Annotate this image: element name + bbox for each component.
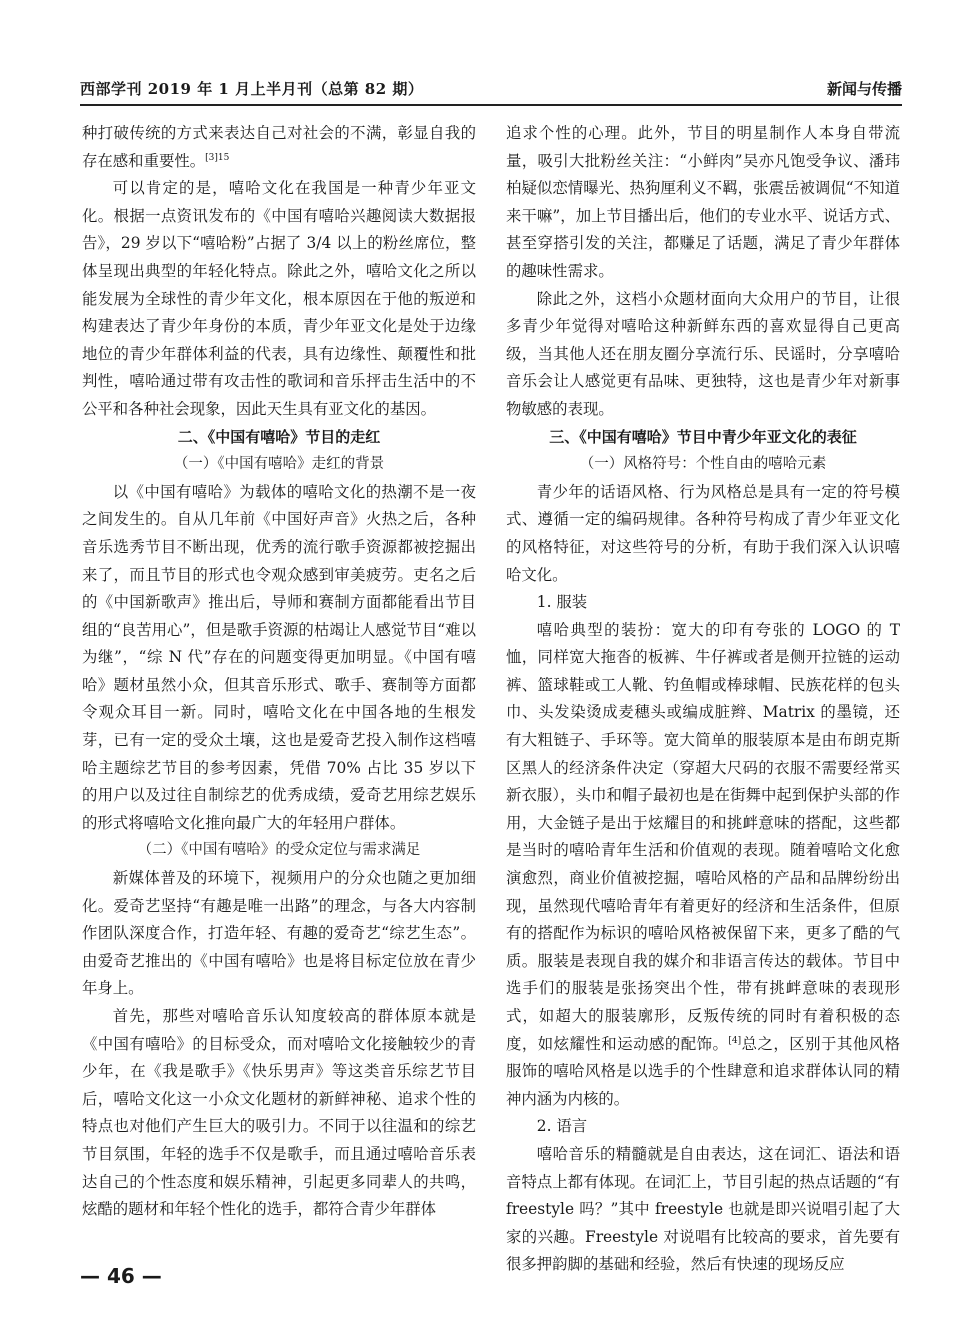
paragraph-text: 总之，区别于其他风格服饰的嘻哈风格是以选手的个性肆意和追求群体认同的精神内涵为内核的。 — [506, 1034, 900, 1108]
paragraph-text: 二、《中国有嘻哈》节目的走红 — [177, 427, 381, 446]
subsection-heading — [82, 451, 476, 479]
citation-superscript: [4] — [728, 1035, 742, 1046]
paragraph-text: 种打破传统的方式来表达自己对社会的不满，彰显自我的存在感和重要性。 — [82, 124, 476, 170]
section-heading — [82, 424, 476, 452]
body-paragraph — [82, 120, 476, 175]
paragraph-text: 2. 语言 — [536, 1117, 588, 1136]
paragraph-text: 新媒体普及的环境下，视频用户的分众也随之更加细化。爱奇艺坚持“有趣是唯一出路”的理念，与各大内容制作团队深度合作，打造年轻、有趣的爱奇艺“综艺生态”。由爱奇艺推出的《中国有嘻哈》也是将目标定位放在青少年身上。 — [82, 869, 476, 998]
subsection-heading — [506, 451, 900, 479]
paragraph-text: 青少年的话语风格、行为风格总是具有一定的符号模式、遵循一定的编码规律。各种符号构成了青少年亚文化的风格特征，对这些符号的分析，有助于我们深入认识嘻哈文化。 — [506, 482, 900, 584]
body-paragraph — [82, 865, 476, 1003]
paragraph-text: （一）《中国有嘻哈》走红的背景 — [173, 456, 385, 473]
paragraph-text: 可以肯定的是，嘻哈文化在我国是一种青少年亚文化。根据一点资讯发布的《中国有嘻哈兴趣阅读大数据报告》，29 岁以下“嘻哈粉”占据了 3/4 以上的粉丝席位，整体呈现出典型的年轻化特点。除此之外，嘻哈文化之所以能发展为全球性的青少年文化，根本原因在于他的叛逆和构建表达了青少年身份的本质，青少年亚文化是处于边缘地位的青少年群体利益的代表，具有边缘性、颠覆性和批判性，嘻哈通过带有攻击性的歌词和音乐抨击生活中的不公平和各种社会现象，因此天生具有亚文化的基因。 — [82, 179, 476, 418]
journal-title: 西部学刊 2019 年 1 月上半月刊（总第 82 期） — [80, 80, 424, 98]
left-column — [82, 120, 476, 1224]
body-paragraph — [506, 1141, 900, 1279]
citation-superscript: [3]15 — [205, 152, 230, 163]
running-header — [80, 76, 902, 106]
paragraph-text: （一）风格符号：个性自由的嘻哈元素 — [579, 456, 827, 473]
section-title: 新闻与传播 — [826, 80, 902, 98]
body-paragraph — [506, 617, 900, 1114]
body-paragraph — [82, 1003, 476, 1224]
body-paragraph — [82, 479, 476, 838]
section-heading — [506, 424, 900, 452]
paragraph-text: 首先，那些对嘻哈音乐认知度较高的群体原本就是《中国有嘻哈》的目标受众，而对嘻哈文化接触较少的青少年，在《我是歌手》《快乐男声》等这类音乐综艺节目后，嘻哈文化这一小众文化题材的新鲜神秘、追求个性的特点也对他们产生巨大的吸引力。不同于以往温和的综艺节目氛围，年轻的选手不仅是歌手，而且通过嘻哈音乐表达自己的个性态度和娱乐精神，引起更多同辈人的共鸣，炫酷的题材和年轻个性化的选手，都符合青少年群体 — [82, 1007, 476, 1219]
paragraph-text: 1. 服装 — [536, 593, 588, 612]
paragraph-text: 三、《中国有嘻哈》节目中青少年亚文化的表征 — [549, 427, 857, 446]
numbered-heading — [506, 589, 900, 617]
paragraph-text: 追求个性的心理。此外，节目的明星制作人本身自带流量，吸引大批粉丝关注：“小鲜肉”吴亦凡饱受争议、潘玮柏疑似恋情曝光、热狗厘利义不羁，张震岳被调侃“不知道来干嘛”，加上节目播出后，他们的专业水平、说话方式、甚至穿搭引发的关注，都赚足了话题，满足了青少年群体的趣味性需求。 — [506, 124, 900, 280]
paragraph-text: （二）《中国有嘻哈》的受众定位与需求满足 — [137, 842, 421, 859]
body-paragraph — [506, 120, 900, 286]
body-paragraph — [506, 479, 900, 589]
subsection-heading — [82, 837, 476, 865]
paragraph-text: 嘻哈音乐的精髓就是自由表达，这在词汇、语法和语音特点上都有体现。在词汇上，节目引起的热点话题的“有 freestyle 吗？”其中 freestyle 也就是即兴说唱引起了大家的兴趣。Freestyle 对说唱有比较高的要求，首先要有很多押韵脚的基础和经验，然后有快速的现场反应 — [506, 1144, 900, 1274]
body-paragraph — [506, 286, 900, 424]
page-number: — 46 — — [80, 1264, 162, 1288]
paragraph-text: 以《中国有嘻哈》为载体的嘻哈文化的热潮不是一夜之间发生的。自从几年前《中国好声音》火热之后，各种音乐选秀节目不断出现，优秀的流行歌手资源都被挖掘出来了，而且节目的形式也令观众感到审美疲劳。吏名之后的《中国新歌声》推出后，导师和赛制方面都能看出节目组的“良苦用心”，但是歌手资源的枯竭让人感觉节目“难以为继”，“综 N 代”存在的问题变得更加明显。《中国有嘻哈》题材虽然小众，但其音乐形式、歌手、赛制等方面都令观众耳目一新。同时，嘻哈文化在中国各地的生根发芽，已有一定的受众土壤，这也是爱奇艺投入制作这档嘻哈主题综艺节目的参考因素，凭借 70% 占比 35 岁以下的用户以及过往自制综艺的优秀成绩，爱奇艺用综艺娱乐的形式将嘻哈文化推向最广大的年轻用户群体。 — [82, 482, 476, 832]
paragraph-text: 除此之外，这档小众题材面向大众用户的节目，让很多青少年觉得对嘻哈这种新鲜东西的喜欢显得自己更高级，当其他人还在朋友圈分享流行乐、民谣时，分享嘻哈音乐会让人感觉更有品味、更独特，这也是青少年对新事物敏感的表现。 — [506, 289, 900, 418]
numbered-heading — [506, 1113, 900, 1141]
right-column — [506, 120, 900, 1279]
body-paragraph — [82, 175, 476, 423]
paragraph-text: 嘻哈典型的装扮：宽大的印有夸张的 LOGO 的 T 恤，同样宽大拖沓的板裤、牛仔裤或者是侧开拉链的运动裤、篮球鞋或工人靴、钓鱼帽或棒球帽、民族花样的包头巾、头发染烫成麦穗头或编成脏辫、Matrix 的墨镜，还有大粗链子、手环等。宽大简单的服装原本是由布朗克斯区黑人的经济条件决定（穿超大尺码的衣服不需要经常买新衣服），头巾和帽子最初也是在街舞中起到保护头部的作用，大金链子是出于炫耀目的和挑衅意味的搭配，这些都是当时的嘻哈青年生活和价值观的表现。随着嘻哈文化愈演愈烈，商业价值被挖掘，嘻哈风格的产品和品牌纷纷出现，虽然现代嘻哈青年有着更好的经济和生活条件，但原有的搭配作为标识的嘻哈风格被保留下来，更多了酷的气质。服装是表现自我的媒介和非语言传达的载体。节目中选手们的服装是张扬突出个性，带有挑衅意味的表现形式，如超大的服装廓形，反叛传统的同时有着积极的态度，如炫耀性和运动感的配饰。 — [506, 620, 900, 1053]
